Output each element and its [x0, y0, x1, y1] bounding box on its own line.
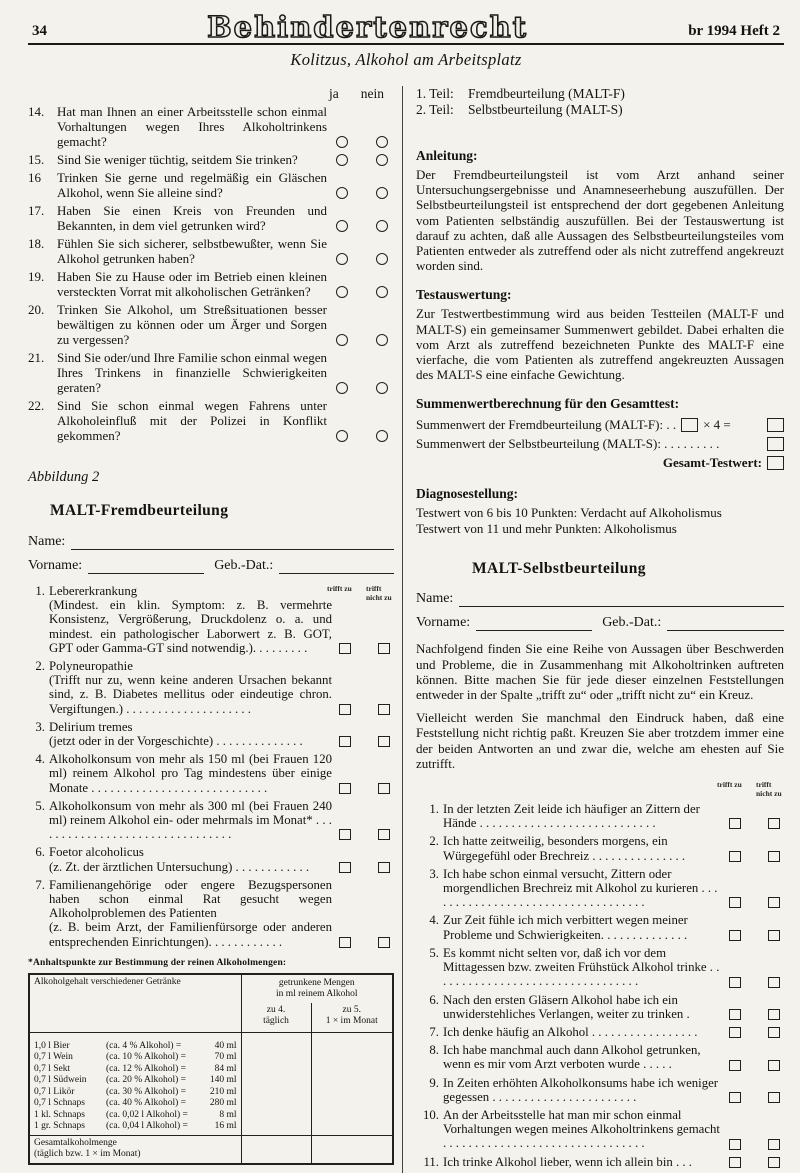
question-row — [28, 236, 394, 266]
item-text: Ich habe schon einmal versucht, Zittern oder morgendlichen Brechreiz mit Alkohol zu kurieren . . . . . . . . . . . . . . . . . . . . . . . . . . . . . . . . . . . — [443, 866, 718, 910]
malts-vorname-label: Vorname: — [416, 615, 471, 631]
gesamt-testwert-box[interactable] — [767, 456, 784, 470]
vorname-input-line[interactable] — [88, 559, 204, 574]
total-daily-cell[interactable] — [241, 1135, 311, 1164]
malts-vorname-field-row — [416, 614, 784, 631]
answer-circles — [334, 302, 394, 347]
trifft-zu-checkbox[interactable] — [729, 977, 741, 988]
malt-f-title: MALT-Fremdbeurteilung — [50, 502, 229, 519]
teil-list — [416, 86, 784, 118]
item-checkboxes — [337, 845, 394, 873]
item-text-line: Alkoholkonsum von mehr als 300 ml (bei Frauen 240 ml) reinem Alkohol ein- oder mehrmals im Monat* . . . . . . . . . . . . . . . . . . . . . . . . . . . . . . . . — [49, 798, 332, 842]
item-checkboxes — [337, 752, 394, 795]
question-text: Sind Sie oder/und Ihre Familie schon einmal wegen Ihres Trinkens in finanzielle Schwierigkeiten geraten? — [57, 350, 327, 395]
item-number: 6. — [429, 992, 439, 1007]
gebdat-label: Geb.-Dat.: — [214, 558, 274, 573]
drink-row — [34, 1087, 237, 1099]
answer-circles — [334, 152, 394, 167]
page-number: 34 — [32, 23, 47, 39]
item-checkboxes — [727, 1025, 784, 1039]
item-number: 4. — [429, 913, 439, 928]
trifft-nicht-zu-checkbox[interactable] — [378, 829, 390, 840]
item-checkboxes — [727, 913, 784, 941]
question-row — [28, 269, 394, 299]
question-text: Trinken Sie gerne und regelmäßig ein Gläschen Alkohol, wenn Sie alleine sind? — [57, 170, 327, 200]
malt-s-item — [416, 913, 784, 941]
malts-gebdat-input-line[interactable] — [667, 616, 784, 631]
ja-circle[interactable] — [336, 187, 348, 199]
item-checkboxes — [337, 799, 394, 842]
total-monthly-cell[interactable] — [311, 1135, 393, 1164]
trifft-zu-checkbox[interactable] — [729, 1092, 741, 1103]
malt-s-item — [416, 1025, 784, 1039]
malts-sum-box[interactable] — [767, 437, 784, 451]
drink-spec: (ca. 40 % Alkohol) = — [106, 1098, 187, 1109]
question-text: Haben Sie einen Kreis von Freunden und Bekannten, in dem viel getrunken wird? — [57, 203, 327, 233]
trifft-nicht-zu-checkbox[interactable] — [378, 862, 390, 873]
drink-name: 1 gr. Schnaps — [34, 1121, 85, 1132]
drink-name: 1,0 l Bier — [34, 1040, 70, 1051]
trifft-nicht-zu-label: trifft nicht zu — [366, 584, 392, 602]
ja-circle[interactable] — [336, 253, 348, 265]
question-text: Trinken Sie Alkohol, um Streßsituationen besser bewältigen zu können oder um Ärger und Sorgen zu vergessen? — [57, 302, 327, 347]
item-text — [49, 845, 337, 873]
question-number: 21. — [28, 350, 45, 365]
item-checkboxes — [337, 659, 394, 716]
trifft-nicht-zu-checkbox[interactable] — [768, 897, 780, 908]
item-number: 2. — [35, 659, 45, 674]
trifft-zu-checkbox[interactable] — [729, 1139, 741, 1150]
trifft-zu-checkbox[interactable] — [339, 829, 351, 840]
teil-label: 1. Teil: — [416, 86, 454, 101]
question-text: Sind Sie schon einmal wegen Fahrens unter Alkoholeinfluß mit der Polizei in Konflikt gekommen? — [57, 398, 327, 443]
ja-circle[interactable] — [336, 334, 348, 346]
summen-maltf-label: Summenwert der Fremdbeurteilung (MALT-F): . . — [416, 417, 677, 433]
gebdat-input-line[interactable] — [279, 559, 394, 574]
teil-value: Selbstbeurteilung (MALT-S) — [468, 102, 623, 117]
malt-s-title: MALT-Selbstbeurteilung — [472, 560, 646, 578]
drink-spec: (ca. 30 % Alkohol) = — [106, 1086, 187, 1097]
ja-circle[interactable] — [336, 430, 348, 442]
name-input-line[interactable] — [71, 535, 394, 550]
malt-f-item — [28, 878, 394, 949]
trifft-nicht-zu-checkbox[interactable] — [768, 1092, 780, 1103]
drink-spec: (ca. 0,02 l Alkohol) = — [106, 1109, 188, 1120]
trifft-nicht-zu-checkbox[interactable] — [768, 930, 780, 941]
item-text-line: (z. Zt. der ärztlichen Untersuchung) . . . . . . . . . . . . — [49, 859, 310, 874]
drink-name: 0,7 l Sekt — [34, 1063, 71, 1074]
ja-circle[interactable] — [336, 220, 348, 232]
answer-circles — [334, 170, 394, 200]
answer-circles — [334, 203, 394, 233]
teil-label: 2. Teil: — [416, 102, 454, 117]
trifft-nicht-zu-checkbox[interactable] — [768, 1139, 780, 1150]
trifft-zu-checkbox[interactable] — [729, 1157, 741, 1168]
item-number: 9. — [429, 1075, 439, 1090]
malt-s-item — [416, 867, 784, 910]
drink-row — [34, 1052, 237, 1064]
drink-ml: 210 ml — [209, 1086, 237, 1097]
question-row — [28, 203, 394, 233]
item-number: 4. — [35, 752, 45, 767]
question-number: 22. — [28, 398, 45, 413]
anleitung-heading: Anleitung: — [416, 148, 478, 163]
malt-f-item — [28, 659, 394, 716]
trifft-nicht-zu-checkbox[interactable] — [768, 1060, 780, 1071]
trifft-zu-checkbox[interactable] — [729, 851, 741, 862]
item-checkboxes — [727, 1076, 784, 1104]
item-checkboxes — [727, 867, 784, 910]
item-text-line: (z. B. beim Arzt, der Familienfürsorge oder anderen entsprechenden Einrichtungen). . . . . . . . . . . . — [49, 920, 332, 949]
malts-intro-1: Nachfolgend finden Sie eine Reihe von Aussagen über Beschwerden und Probleme, die in Zusammenhang mit Alkoholtrinken auftreten können. Bitte machen Sie für jede dieser einzelnen Feststellungen entweder in der Spalte „trifft zu“ oder „trifft nicht zu“ ein Kreuz. — [416, 641, 784, 703]
trifft-zu-checkbox[interactable] — [339, 704, 351, 715]
item-text-line: Foetor alcoholicus — [49, 845, 144, 860]
drink-spec: (ca. 10 % Alkohol) = — [106, 1052, 187, 1063]
vorname-field-row — [28, 557, 394, 574]
item-text-line: (Mindest. ein klin. Symptom: z. B. vermehrte Konsistenz, Vergrößerung, Druckdolenz o. a. und mindest. ein pathologischer Laborwert z. B. GOT, GPT oder Gamma-GT sind notwendig.). . . . . . . . . — [49, 598, 332, 655]
journal-title: Behindertenrecht — [207, 10, 529, 44]
item-text — [49, 720, 337, 748]
right-column — [402, 86, 784, 1173]
drink-name: 0,7 l Likör — [34, 1086, 75, 1097]
item-checkboxes — [727, 993, 784, 1021]
item-checkboxes — [727, 946, 784, 989]
item-text-line: Alkoholkonsum von mehr als 150 ml (bei Frauen 120 ml) reinem Alkohol pro Tag mindestens über einige Monate . . . . . . . . . . . . . . . . . . . . . . . . . . . . — [49, 752, 332, 795]
testauswertung-heading: Testauswertung: — [416, 287, 512, 303]
question-number: 18. — [28, 236, 45, 251]
page-header — [28, 12, 784, 45]
ja-circle[interactable] — [336, 382, 348, 394]
trifft-zu-checkbox[interactable] — [729, 897, 741, 908]
item-number: 5. — [35, 798, 45, 813]
drink-name: 0,7 l Schnaps — [34, 1098, 85, 1109]
question-row — [28, 152, 394, 167]
item-text: Ich trinke Alkohol lieber, wenn ich allein bin . . . — [443, 1154, 692, 1169]
summen-row-malts — [416, 434, 784, 453]
nein-circle[interactable] — [376, 253, 388, 265]
question-text: Sind Sie weniger tüchtig, seitdem Sie trinken? — [57, 152, 298, 167]
ja-circle[interactable] — [336, 154, 348, 166]
question-number: 16 — [28, 170, 41, 185]
drink-ml: 16 ml — [214, 1121, 237, 1132]
trifft-nicht-zu-checkbox[interactable] — [768, 818, 780, 829]
item-text-line: Polyneuropathie — [49, 659, 133, 674]
item-text: Ich hatte zeitweilig, besonders morgens, ein Würgegefühl oder Brechreiz . . . . . . . . . . . . . . . — [443, 834, 686, 863]
malts-vorname-input-line[interactable] — [476, 616, 592, 631]
vorname-label: Vorname: — [28, 558, 83, 573]
malt-s-item — [416, 1108, 784, 1151]
trifft-zu-checkbox[interactable] — [729, 1060, 741, 1071]
monthly-amount-cell[interactable] — [311, 1032, 393, 1135]
malts-trifft-nicht-zu-label: trifft nicht zu — [756, 780, 782, 798]
table-subheader-daily: zu 4. täglich — [241, 1003, 311, 1033]
drink-row — [34, 1075, 237, 1087]
malt-f-item — [28, 752, 394, 795]
item-text: Nach den ersten Gläsern Alkohol habe ich ein unwiderstehliches Verlangen, weiter zu trinken . — [443, 992, 690, 1021]
teil-row — [416, 102, 784, 118]
table-footer-total: Gesamtalkoholmenge (täglich bzw. 1 × im Monat) — [29, 1135, 241, 1164]
item-text: In der letzten Zeit leide ich häufiger an Zittern der Hände . . . . . . . . . . . . . . . . . . . . . . . . . . . . — [443, 802, 700, 831]
drink-ml: 70 ml — [214, 1052, 237, 1063]
item-text-line: Delirium tremes — [49, 719, 133, 734]
ja-column-label: ja — [329, 86, 339, 101]
question-number: 15. — [28, 152, 45, 167]
item-text — [49, 584, 337, 655]
malts-gebdat-label: Geb.-Dat.: — [602, 615, 662, 631]
item-text — [49, 878, 337, 949]
question-row — [28, 398, 394, 443]
item-number: 10. — [423, 1107, 439, 1122]
item-checkboxes — [727, 1108, 784, 1151]
drink-row — [34, 1098, 237, 1110]
item-text: An der Arbeitsstelle hat man mir schon einmal Vorhaltungen wegen meines Alkoholtrinkens gemacht . . . . . . . . . . . . . . . . . . . . . . . . . . . . . . . . — [443, 1107, 720, 1151]
item-number: 7. — [35, 877, 45, 892]
item-text-line: Lebererkrankung — [49, 584, 138, 598]
malt-f-item — [28, 720, 394, 748]
answer-circles — [334, 398, 394, 443]
malt-f-section — [28, 584, 394, 949]
drink-name: 1 kl. Schnaps — [34, 1109, 85, 1120]
drink-row — [34, 1121, 237, 1133]
trifft-nicht-zu-checkbox[interactable] — [378, 783, 390, 794]
summen-row-maltf — [416, 415, 784, 434]
summen-heading: Summenwertberechnung für den Gesamttest: — [416, 396, 680, 412]
malt-f-item-list — [28, 584, 394, 949]
drink-spec: (ca. 4 % Alkohol) = — [106, 1040, 182, 1051]
maltf-sum-box[interactable] — [681, 418, 698, 432]
item-text — [49, 752, 337, 795]
drink-row — [34, 1041, 237, 1053]
malt-s-item — [416, 1076, 784, 1104]
drink-ml: 280 ml — [209, 1098, 237, 1109]
table-header-amounts: getrunkene Mengen in ml reinem Alkohol — [241, 974, 393, 1003]
drink-name: 0,7 l Wein — [34, 1052, 73, 1063]
table-header-drinks: Alkoholgehalt verschiedener Getränke — [29, 974, 241, 1033]
answer-circles — [334, 350, 394, 395]
item-checkboxes — [727, 834, 784, 862]
trifft-nicht-zu-checkbox[interactable] — [768, 1027, 780, 1038]
malts-name-input-line[interactable] — [459, 592, 784, 607]
trifft-nicht-zu-checkbox[interactable] — [378, 937, 390, 948]
alcohol-table — [28, 973, 394, 1165]
question-text: Fühlen Sie sich sicherer, selbstbewußter, wenn Sie Alkohol getrunken haben? — [57, 236, 327, 266]
question-number: 14. — [28, 104, 45, 119]
question-text: Hat man Ihnen an einer Arbeitsstelle schon einmal Vorhaltungen wegen Ihres Alkoholtrinkens gemacht? — [57, 104, 327, 149]
trifft-nicht-zu-checkbox[interactable] — [768, 851, 780, 862]
item-number: 8. — [429, 1043, 439, 1058]
drink-spec: (ca. 20 % Alkohol) = — [106, 1075, 187, 1086]
trifft-zu-checkbox[interactable] — [339, 736, 351, 747]
footnote: *Anhaltspunkte zur Bestimmung der reinen Alkoholmengen: — [28, 957, 287, 968]
teil-value: Fremdbeurteilung (MALT-F) — [468, 86, 625, 101]
trifft-nicht-zu-checkbox[interactable] — [378, 643, 390, 654]
nein-circle[interactable] — [376, 154, 388, 166]
name-field-row — [28, 533, 394, 550]
item-number: 3. — [429, 866, 439, 881]
diagnose-heading: Diagnosestellung: — [416, 486, 519, 502]
summen-mult-label: × 4 = — [703, 417, 731, 433]
item-number: 6. — [35, 845, 45, 860]
item-number: 1. — [429, 802, 439, 817]
drink-name: 0,7 l Südwein — [34, 1075, 87, 1086]
drink-ml: 40 ml — [214, 1040, 237, 1051]
trifft-zu-checkbox[interactable] — [339, 937, 351, 948]
answer-circles — [334, 236, 394, 266]
drink-rows — [29, 1032, 241, 1135]
malts-intro-2: Vielleicht werden Sie manchmal den Eindruck haben, daß eine Feststellung nicht richtig paßt. Kreuzen Sie aber trotzdem immer eine der beiden Antworten an und zwar die, welche am ehesten auf Sie zutrifft. — [416, 710, 784, 771]
trifft-zu-checkbox[interactable] — [729, 1027, 741, 1038]
teil-row — [416, 86, 784, 102]
item-text: Ich habe manchmal auch dann Alkohol getrunken, wenn es mir vom Arzt verboten wurde . . . . . — [443, 1043, 701, 1072]
nein-circle[interactable] — [376, 334, 388, 346]
trifft-header — [327, 585, 392, 602]
anleitung-text: Der Fremdbeurteilungsteil ist vom Arzt anhand seiner Untersuchungsergebnisse und Anamneseerhebung auszufüllen. Der Selbstbeurteilungsteil ist entsprechend der dort gegebenen Anleitung vom Patienten selbständig auszufüllen. Bei der Testauswertung ist darauf zu achten, daß alle Aussagen des Selbstbeurteilungsteiles vom Patienten entweder als zutreffend oder als nicht zutreffend angekreuzt worden sind. — [416, 167, 784, 274]
item-number: 11. — [423, 1154, 439, 1169]
two-column-layout — [28, 86, 784, 1173]
drink-spec: (ca. 12 % Alkohol) = — [106, 1063, 187, 1074]
question-number: 20. — [28, 302, 45, 317]
drink-row — [34, 1064, 237, 1076]
trifft-zu-checkbox[interactable] — [339, 643, 351, 654]
name-label: Name: — [28, 534, 66, 549]
item-text — [49, 659, 337, 716]
diagnose-line-2: Testwert von 11 und mehr Punkten: Alkoholismus — [416, 520, 677, 536]
item-text-line: Familienangehörige oder engere Bezugspersonen haben schon einmal Rat gesucht wegen Alkoholproblemen des Patienten — [49, 877, 332, 921]
drink-row — [34, 1110, 237, 1122]
item-number: 2. — [429, 834, 439, 849]
malt-s-item — [416, 802, 784, 830]
question-text: Haben Sie zu Hause oder im Betrieb einen kleinen versteckten Vorrat mit alkoholischen Getränken? — [57, 269, 327, 299]
ja-circle[interactable] — [336, 286, 348, 298]
running-head: Kolitzus, Alkohol am Arbeitsplatz — [290, 50, 522, 69]
item-text-line: (jetzt oder in der Vorgeschichte) . . . . . . . . . . . . . . — [49, 734, 303, 749]
summen-row-total — [416, 453, 784, 472]
item-checkboxes — [337, 878, 394, 949]
summen-malts-label: Summenwert der Selbstbeurteilung (MALT-S): . . . . . . . . . — [416, 436, 720, 452]
item-text: Zur Zeit fühle ich mich verbittert wegen meiner Probleme und Schwierigkeiten. . . . . . . . . . . . . . — [443, 913, 688, 942]
malt-f-item — [28, 799, 394, 842]
malt-s-item — [416, 1043, 784, 1071]
diagnose-line-1: Testwert von 6 bis 10 Punkten: Verdacht auf Alkoholismus — [416, 505, 722, 521]
malts-trifft-header — [416, 781, 782, 798]
nein-circle[interactable] — [376, 136, 388, 148]
question-row — [28, 170, 394, 200]
answer-circles — [334, 104, 394, 149]
item-text — [49, 799, 337, 842]
trifft-nicht-zu-checkbox[interactable] — [378, 704, 390, 715]
drink-ml: 140 ml — [209, 1075, 237, 1086]
nein-circle[interactable] — [376, 430, 388, 442]
trifft-zu-label: trifft zu — [327, 584, 352, 593]
nein-circle[interactable] — [376, 286, 388, 298]
trifft-zu-checkbox[interactable] — [729, 930, 741, 941]
journal-title-wrap — [47, 12, 688, 42]
malt-s-item — [416, 946, 784, 989]
maltf-weighted-box[interactable] — [767, 418, 784, 432]
item-number: 5. — [429, 945, 439, 960]
daily-amount-cell[interactable] — [241, 1032, 311, 1135]
malts-name-field-row — [416, 590, 784, 607]
left-column — [28, 86, 402, 1173]
question-number: 19. — [28, 269, 45, 284]
item-checkboxes — [337, 720, 394, 748]
trifft-nicht-zu-checkbox[interactable] — [768, 977, 780, 988]
trifft-nicht-zu-checkbox[interactable] — [768, 1009, 780, 1020]
malt-s-item-list — [416, 802, 784, 1169]
table-subheader-monthly: zu 5. 1 × im Monat — [311, 1003, 393, 1033]
malts-trifft-zu-label: trifft zu — [717, 780, 742, 790]
question-number: 17. — [28, 203, 45, 218]
malt-f-item — [28, 845, 394, 873]
ja-nein-header — [28, 86, 394, 102]
question-list — [28, 104, 394, 443]
nein-column-label: nein — [360, 86, 384, 101]
question-row — [28, 104, 394, 149]
item-checkboxes — [727, 1043, 784, 1071]
trifft-nicht-zu-checkbox[interactable] — [378, 736, 390, 747]
gesamt-testwert-label: Gesamt-Testwert: — [662, 455, 762, 471]
testauswertung-text: Zur Testwertbestimmung wird aus beiden Testteilen (MALT-F und MALT-S) ein gemeinsamer Summenwert gebildet. Dabei erhalten die vom Arzt als zutreffend bezeichneten Punkte des MALT-F eine vierfache, die vom Patienten als zutreffend angekreuzten Aussagen des MALT-S eine einfache Gewichtung. — [416, 306, 784, 383]
item-text: In Zeiten erhöhten Alkoholkonsums habe ich weniger gegessen . . . . . . . . . . . . . . . . . . . . . . . — [443, 1075, 719, 1104]
issue-label: br 1994 Heft 2 — [688, 23, 780, 39]
malt-s-item — [416, 834, 784, 862]
nein-circle[interactable] — [376, 187, 388, 199]
drink-spec: (ca. 0,04 l Alkohol) = — [106, 1121, 188, 1132]
malts-name-label: Name: — [416, 591, 454, 607]
nein-circle[interactable] — [376, 220, 388, 232]
nein-circle[interactable] — [376, 382, 388, 394]
drink-ml: 8 ml — [219, 1109, 237, 1120]
trifft-zu-checkbox[interactable] — [339, 862, 351, 873]
item-number: 1. — [35, 584, 45, 598]
figure-label: Abbildung 2 — [28, 469, 100, 485]
trifft-zu-checkbox[interactable] — [339, 783, 351, 794]
item-text: Ich denke häufig an Alkohol . . . . . . . . . . . . . . . . . — [443, 1024, 698, 1039]
drink-ml: 84 ml — [214, 1063, 237, 1074]
question-row — [28, 350, 394, 395]
trifft-nicht-zu-checkbox[interactable] — [768, 1157, 780, 1168]
item-checkboxes — [727, 802, 784, 830]
answer-circles — [334, 269, 394, 299]
trifft-zu-checkbox[interactable] — [729, 818, 741, 829]
trifft-zu-checkbox[interactable] — [729, 1009, 741, 1020]
malt-s-item — [416, 993, 784, 1021]
ja-circle[interactable] — [336, 136, 348, 148]
question-row — [28, 302, 394, 347]
item-number: 3. — [35, 719, 45, 734]
item-text-line: (Trifft nur zu, wenn keine anderen Ursachen bekannt sind, z. B. Diabetes mellitus oder eindeutige chron. Vergiftungen.) . . . . . . . . . . . . . . . . . . . . — [49, 673, 332, 716]
item-text: Es kommt nicht selten vor, daß ich vor dem Mittagessen bzw. zweiten Frühstück Alkohol trinke . . . . . . . . . . . . . . . . . . . . . . . . . . . . . . . . . — [443, 945, 720, 989]
item-number: 7. — [429, 1024, 439, 1039]
